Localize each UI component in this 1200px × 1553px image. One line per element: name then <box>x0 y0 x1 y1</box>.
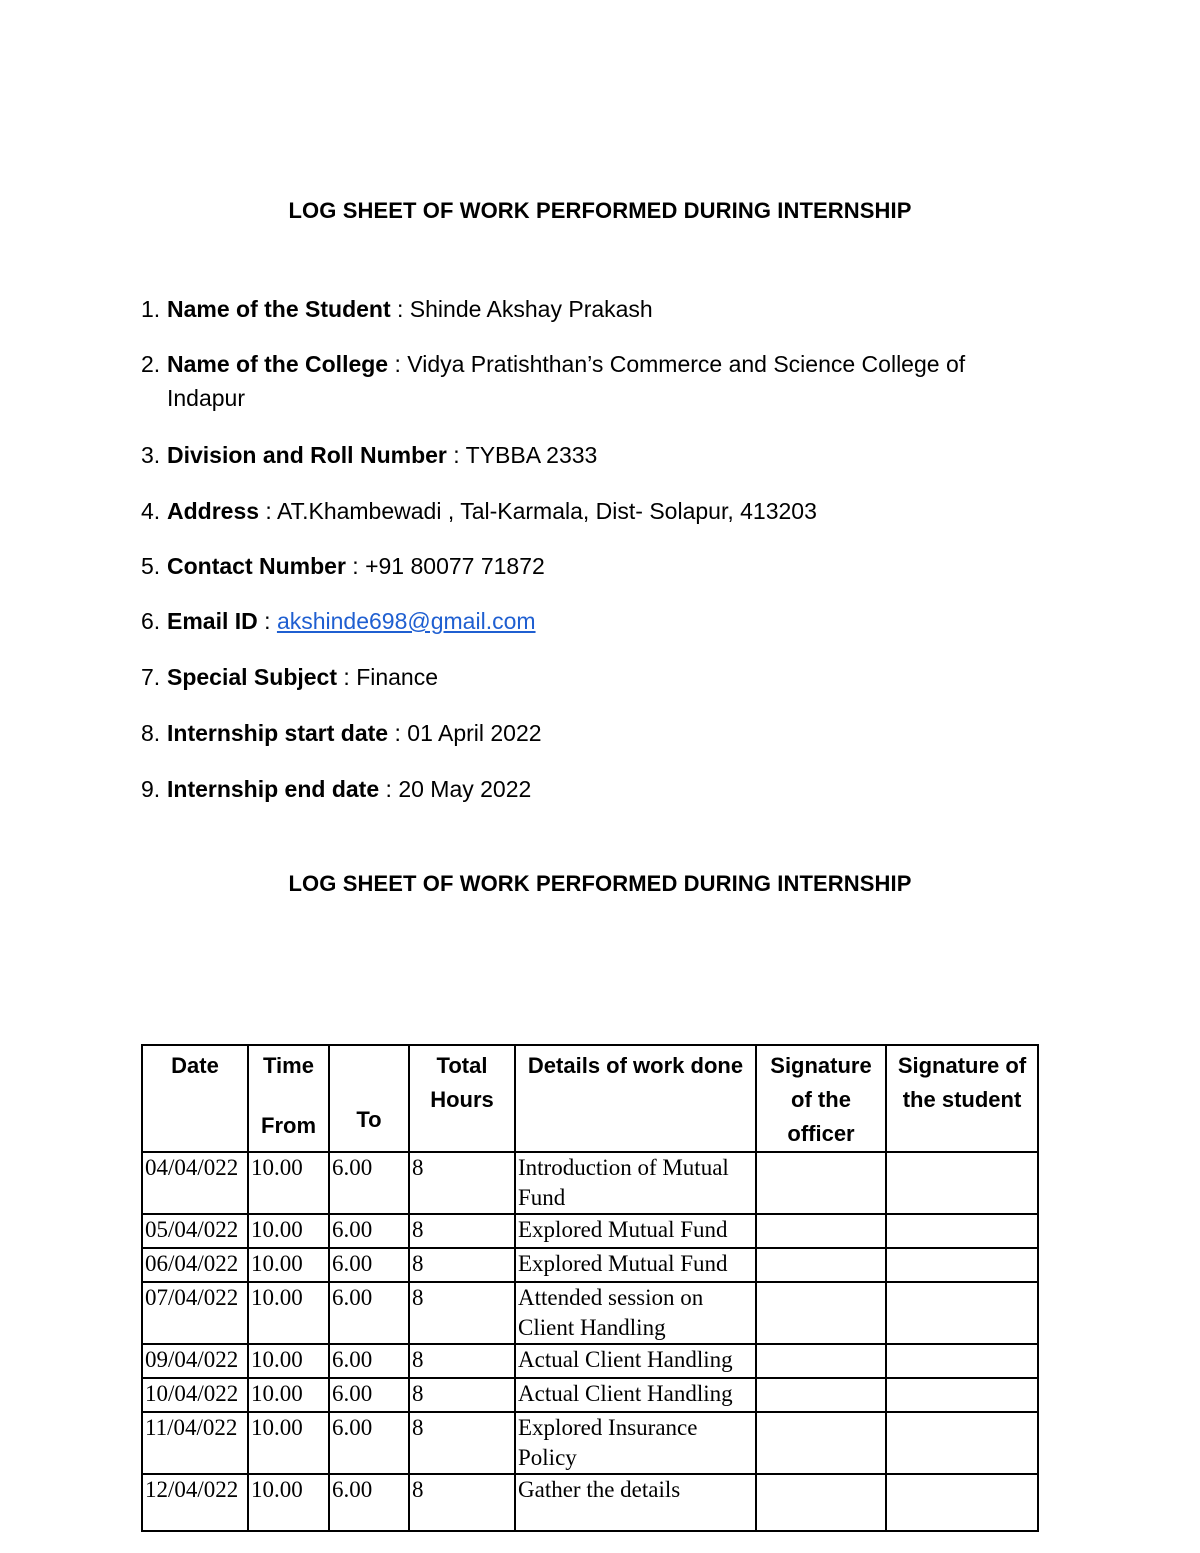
cell-hours: 8 <box>409 1344 515 1378</box>
field-number: 4. <box>141 498 161 524</box>
field-number: 6. <box>141 608 161 634</box>
table-row <box>142 1214 1038 1248</box>
cell-from: 10.00 <box>248 1474 329 1531</box>
cell-signature-student <box>886 1412 1038 1474</box>
field-end-date <box>141 772 1041 806</box>
cell-signature-officer <box>756 1152 886 1214</box>
cell-signature-officer <box>756 1214 886 1248</box>
header-time <box>248 1045 329 1152</box>
cell-to: 6.00 <box>329 1344 409 1378</box>
cell-hours: 8 <box>409 1378 515 1412</box>
field-separator: : <box>388 720 408 746</box>
log-table <box>141 1044 1039 1532</box>
header-details: Details of work done <box>515 1045 756 1152</box>
field-number: 2. <box>141 351 161 377</box>
field-address <box>141 494 1041 528</box>
field-contact-number <box>141 549 1041 583</box>
field-college-name <box>141 347 1041 415</box>
table-row <box>142 1474 1038 1531</box>
field-number: 3. <box>141 442 161 468</box>
field-number: 7. <box>141 664 161 690</box>
cell-date: 09/04/022 <box>142 1344 248 1378</box>
cell-details: Gather the details <box>515 1474 756 1531</box>
field-value: Finance <box>356 664 439 690</box>
cell-signature-officer <box>756 1412 886 1474</box>
field-label: Email ID <box>167 608 258 634</box>
field-separator: : <box>446 442 466 468</box>
cell-from: 10.00 <box>248 1214 329 1248</box>
cell-date: 06/04/022 <box>142 1248 248 1282</box>
cell-from: 10.00 <box>248 1412 329 1474</box>
field-special-subject <box>141 660 1041 694</box>
cell-date: 10/04/022 <box>142 1378 248 1412</box>
cell-details: Attended session on Client Handling <box>515 1282 756 1344</box>
cell-hours: 8 <box>409 1412 515 1474</box>
cell-from: 10.00 <box>248 1152 329 1214</box>
email-link[interactable]: akshinde698@gmail.com <box>276 608 536 634</box>
cell-date: 07/04/022 <box>142 1282 248 1344</box>
cell-details: Explored Mutual Fund <box>515 1214 756 1248</box>
field-value: AT.Khambewadi , Tal-Karmala, Dist- Solapur, 413203 <box>276 498 817 524</box>
header-total-hours: Total Hours <box>409 1045 515 1152</box>
cell-details: Explored Insurance Policy <box>515 1412 756 1474</box>
field-label: Address <box>167 498 260 524</box>
field-number: 5. <box>141 553 161 579</box>
cell-signature-student <box>886 1248 1038 1282</box>
field-value: 20 May 2022 <box>398 776 532 802</box>
cell-hours: 8 <box>409 1248 515 1282</box>
cell-to: 6.00 <box>329 1474 409 1531</box>
cell-date: 11/04/022 <box>142 1412 248 1474</box>
cell-hours: 8 <box>409 1214 515 1248</box>
field-label: Name of the Student <box>167 296 391 322</box>
field-number: 1. <box>141 296 161 322</box>
header-from-label: From <box>261 1113 316 1138</box>
field-email <box>141 604 1041 638</box>
cell-to: 6.00 <box>329 1378 409 1412</box>
header-signature-officer: Signature of the officer <box>756 1045 886 1152</box>
cell-signature-officer <box>756 1378 886 1412</box>
field-label: Internship start date <box>167 720 389 746</box>
field-label: Special Subject <box>167 664 338 690</box>
field-start-date <box>141 716 1041 750</box>
field-separator: : <box>390 296 410 322</box>
field-value: TYBBA 2333 <box>465 442 598 468</box>
field-number: 9. <box>141 776 161 802</box>
cell-hours: 8 <box>409 1152 515 1214</box>
cell-to: 6.00 <box>329 1412 409 1474</box>
cell-details: Introduction of Mutual Fund <box>515 1152 756 1214</box>
table-row <box>142 1412 1038 1474</box>
cell-details: Actual Client Handling <box>515 1378 756 1412</box>
field-label: Internship end date <box>167 776 380 802</box>
cell-date: 04/04/022 <box>142 1152 248 1214</box>
table-row <box>142 1378 1038 1412</box>
field-value: +91 80077 71872 <box>365 553 545 579</box>
field-value: 01 April 2022 <box>407 720 542 746</box>
header-time-label: Time <box>263 1053 314 1078</box>
header-to-label: To <box>356 1107 382 1132</box>
cell-to: 6.00 <box>329 1152 409 1214</box>
table-row <box>142 1248 1038 1282</box>
field-separator: : <box>379 776 399 802</box>
field-label: Name of the College <box>167 351 389 377</box>
cell-to: 6.00 <box>329 1282 409 1344</box>
cell-to: 6.00 <box>329 1214 409 1248</box>
cell-signature-student <box>886 1282 1038 1344</box>
field-separator: : <box>337 664 357 690</box>
cell-details: Actual Client Handling <box>515 1344 756 1378</box>
cell-signature-student <box>886 1152 1038 1214</box>
field-separator: : <box>257 608 277 634</box>
field-value-continued: Indapur <box>167 385 246 411</box>
cell-date: 12/04/022 <box>142 1474 248 1531</box>
table-row <box>142 1152 1038 1214</box>
cell-signature-student <box>886 1214 1038 1248</box>
table-row <box>142 1282 1038 1344</box>
cell-to: 6.00 <box>329 1248 409 1282</box>
cell-signature-student <box>886 1344 1038 1378</box>
cell-date: 05/04/022 <box>142 1214 248 1248</box>
cell-signature-student <box>886 1474 1038 1531</box>
cell-details: Explored Mutual Fund <box>515 1248 756 1282</box>
table-header-row <box>142 1045 1038 1152</box>
table-row <box>142 1344 1038 1378</box>
header-date: Date <box>142 1045 248 1152</box>
cell-signature-officer <box>756 1282 886 1344</box>
field-number: 8. <box>141 720 161 746</box>
field-label: Division and Roll Number <box>167 442 447 468</box>
field-student-name <box>141 292 1041 326</box>
field-separator: : <box>259 498 277 524</box>
cell-signature-officer <box>756 1248 886 1282</box>
field-value: Vidya Pratishthan’s Commerce and Science College of <box>407 351 966 377</box>
cell-hours: 8 <box>409 1282 515 1344</box>
field-separator: : <box>345 553 366 579</box>
header-signature-student: Signature of the student <box>886 1045 1038 1152</box>
cell-from: 10.00 <box>248 1378 329 1412</box>
page-title: LOG SHEET OF WORK PERFORMED DURING INTERNSHIP <box>288 198 912 223</box>
field-separator: : <box>388 351 408 377</box>
cell-signature-student <box>886 1378 1038 1412</box>
cell-from: 10.00 <box>248 1282 329 1344</box>
cell-from: 10.00 <box>248 1248 329 1282</box>
section-title: LOG SHEET OF WORK PERFORMED DURING INTERNSHIP <box>288 871 912 896</box>
header-to <box>329 1045 409 1152</box>
cell-signature-officer <box>756 1344 886 1378</box>
field-label: Contact Number <box>167 553 346 579</box>
cell-hours: 8 <box>409 1474 515 1531</box>
cell-signature-officer <box>756 1474 886 1531</box>
field-division-roll <box>141 438 1041 472</box>
field-value: Shinde Akshay Prakash <box>409 296 653 322</box>
cell-from: 10.00 <box>248 1344 329 1378</box>
